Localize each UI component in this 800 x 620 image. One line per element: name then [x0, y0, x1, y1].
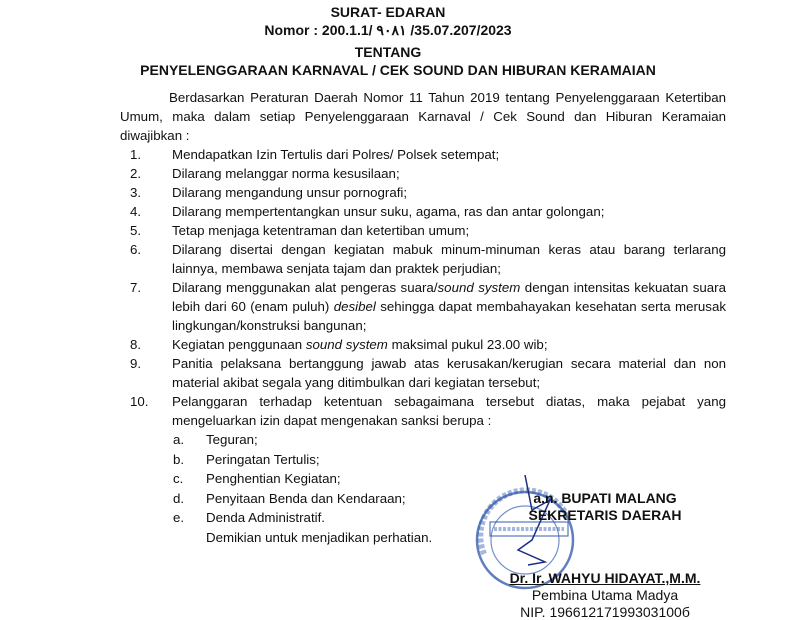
text-part: sehingga dapat membahayakan kesehatan serta merusak lingkungan/konstruksi bangunan;: [172, 299, 726, 333]
text-italic: sound system: [437, 280, 521, 295]
item-text: Tetap menjaga ketentraman dan ketertiban umum;: [172, 223, 470, 238]
item-text: Panitia pelaksana bertanggung jawab atas kerusakan/kerugian secara material dan non material akibat segala yang ditimbulkan dari kegiatan tersebut;: [172, 356, 726, 390]
intro-paragraph: Berdasarkan Peraturan Daerah Nomor 11 Tahun 2019 tentang Penyelenggaraan Ketertiban Umum, maka dalam setiap Penyelenggaraan Karnaval / Cek Sound dan Hiburan Keramaian diwajibkan :: [120, 90, 726, 143]
list-item: [120, 183, 726, 202]
letter-number: Nomor : 200.1.1/ ٩٠٨١ /35.07.207/2023: [264, 22, 512, 38]
sanction-text: Penyitaan Benda dan Kendaraan;: [206, 490, 406, 506]
sanction-item: [173, 469, 726, 489]
text-italic: sound system: [305, 337, 388, 352]
signatory-rank: Pembina Utama Madya: [531, 587, 679, 603]
list-item: [120, 240, 726, 278]
list-item: [120, 145, 726, 164]
about-label: TENTANG: [354, 44, 422, 60]
sanction-text: Penghentian Kegiatan;: [206, 471, 341, 486]
signatory-nip: NIP. 19661217199303100б: [520, 604, 690, 620]
text-part: Kegiatan penggunaan: [172, 337, 306, 352]
item-number: 9.: [130, 356, 142, 371]
sanction-text: Teguran;: [206, 432, 258, 447]
item-text: Dilarang disertai dengan kegiatan mabuk minum-minuman keras atau barang terlarang lainnya, membawa senjata tajam dan praktek perjudian;: [172, 242, 726, 276]
sanction-letter: c.: [173, 471, 184, 486]
closing-text: Demikian untuk menjadikan perhatian.: [206, 529, 433, 545]
list-item: [120, 202, 726, 221]
item-number: 2.: [130, 166, 142, 181]
signature-position: SEKRETARIS DAERAH: [528, 507, 682, 523]
item-text: Dilarang mengandung unsur pornografi;: [172, 185, 408, 200]
item-text: [172, 278, 726, 335]
item-number: 8.: [130, 337, 142, 352]
sanction-letter: b.: [173, 451, 185, 467]
item-number: 6.: [130, 242, 142, 257]
item-text: Dilarang melanggar norma kesusilaan;: [172, 166, 400, 181]
signatory-name: Dr. Ir. WAHYU HIDAYAT.,M.M.: [509, 570, 701, 586]
text-part: dengan intensitas kekuatan suara lebih dari 60 (enam puluh): [172, 280, 726, 314]
item-text: [172, 335, 726, 354]
list-item: [120, 392, 726, 430]
item-text: Pelanggaran terhadap ketentuan sebagaimana tersebut diatas, maka pejabat yang mengeluarkan izin dapat mengenakan sanksi berupa :: [172, 394, 726, 428]
text-italic: desibel: [333, 299, 376, 314]
sanction-item: [173, 450, 726, 470]
sanction-text: Denda Administratif.: [206, 510, 325, 525]
item-number: 3.: [130, 185, 142, 200]
text-part: maksimal pukul 23.00 wib;: [387, 337, 548, 352]
letter-body: [120, 88, 726, 547]
item-number: 10.: [130, 394, 149, 409]
list-item: [120, 278, 726, 335]
sanction-letter: d.: [173, 490, 185, 506]
item-number: 4.: [130, 204, 142, 219]
sanction-text: Peringatan Tertulis;: [206, 451, 320, 467]
list-item: [120, 335, 726, 354]
letter-subject: PENYELENGGARAAN KARNAVAL / CEK SOUND DAN HIBURAN KERAMAIAN: [140, 62, 656, 78]
letter-title: SURAT- EDARAN: [330, 4, 446, 20]
item-number: 7.: [130, 280, 142, 295]
text-part: Dilarang menggunakan alat pengeras suara/: [172, 280, 438, 295]
item-text: Dilarang mempertentangkan unsur suku, agama, ras dan antar golongan;: [172, 204, 605, 219]
list-item: [120, 221, 726, 240]
item-number: 5.: [130, 223, 142, 238]
item-number: 1.: [130, 147, 142, 162]
signature-on-behalf: a.n. BUPATI MALANG: [533, 490, 677, 506]
sanction-letter: e.: [173, 510, 185, 525]
sanction-letter: a.: [173, 432, 185, 447]
list-item: [120, 354, 726, 392]
item-text: Mendapatkan Izin Tertulis dari Polres/ Polsek setempat;: [172, 147, 500, 162]
sanction-item: [173, 430, 726, 450]
list-item: [120, 164, 726, 183]
